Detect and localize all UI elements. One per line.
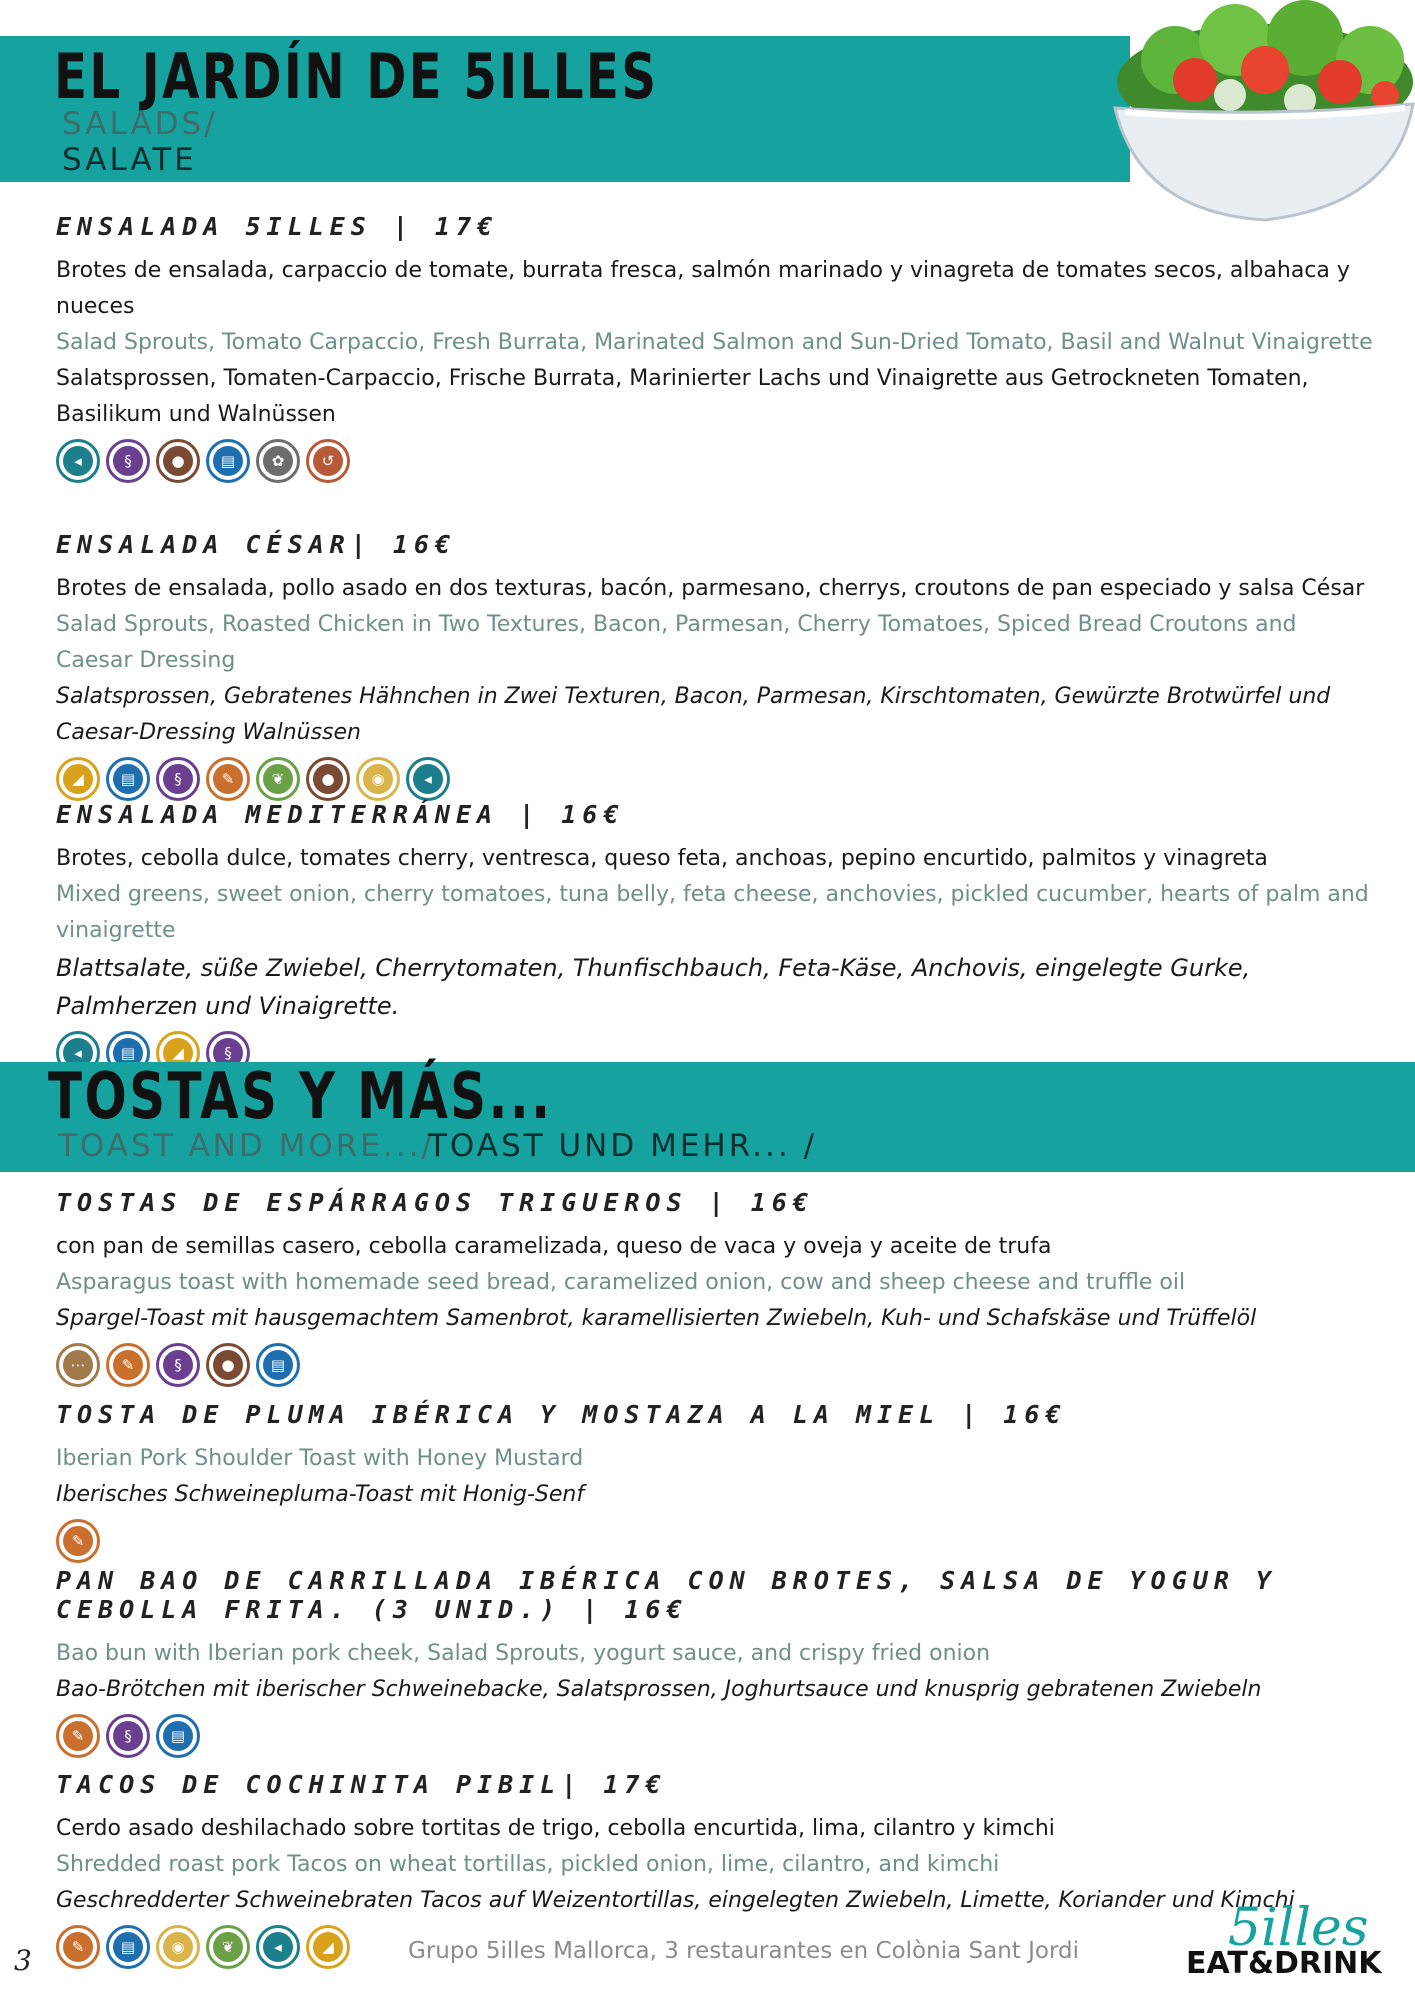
item-desc-en: Iberian Pork Shoulder Toast with Honey Mustard xyxy=(56,1446,584,1471)
fish-icon: ◂ xyxy=(256,1925,300,1969)
section-title-tostas: TOSTAS Y MÁS... xyxy=(48,1060,553,1134)
celery-icon: ✿ xyxy=(256,439,300,483)
item-name: ENSALADA CÉSAR| 16€ xyxy=(56,530,456,559)
milk-icon: ▤ xyxy=(256,1343,300,1387)
item-desc-en: Salad Sprouts, Tomato Carpaccio, Fresh Burrata, Marinated Salmon and Sun-Dried Tomato, Basil and Walnut Vinaigrette xyxy=(56,330,1373,355)
sulphite-icon: § xyxy=(206,1031,250,1075)
soy-icon: ❦ xyxy=(256,757,300,801)
item-desc-de: Spargel-Toast mit hausgemachtem Samenbrot, karamellisierten Zwiebeln, Kuh- und Schafskäse und Trüffelöl xyxy=(56,1306,1257,1331)
egg-icon: ◢ xyxy=(156,1031,200,1075)
sulphite-icon: § xyxy=(156,757,200,801)
section-subtitle-de: SALATE xyxy=(62,142,197,178)
fish-icon: ◂ xyxy=(406,757,450,801)
egg-yolk-icon: ◉ xyxy=(356,757,400,801)
footer-text: Grupo 5illes Mallorca, 3 restaurantes en Colònia Sant Jordi xyxy=(408,1938,1079,1964)
section-subtitle-en: TOAST AND MORE.../ xyxy=(58,1128,435,1164)
sulphite-icon: § xyxy=(156,1343,200,1387)
milk-icon: ▤ xyxy=(156,1714,200,1758)
gluten-icon: ✎ xyxy=(56,1925,100,1969)
section-title-salads: EL JARDÍN DE 5ILLES xyxy=(54,40,659,113)
nuts-icon: ● xyxy=(206,1343,250,1387)
milk-icon: ▤ xyxy=(106,1925,150,1969)
item-name: ENSALADA 5ILLES | 17€ xyxy=(56,212,499,241)
item-desc-en: Shredded roast pork Tacos on wheat tortillas, pickled onion, lime, cilantro, and kimchi xyxy=(56,1852,1000,1877)
nuts-icon: ● xyxy=(156,439,200,483)
item-desc-de: Bao-Brötchen mit iberischer Schweinebacke, Salatsprossen, Joghurtsauce und knusprig gebratenen Zwiebeln xyxy=(56,1677,1262,1702)
gluten-icon: ✎ xyxy=(56,1519,100,1563)
allergen-icons xyxy=(56,1343,1376,1387)
allergen-icons xyxy=(56,1519,1376,1563)
item-name: PAN BAO DE CARRILLADA IBÉRICA CON BROTES, SALSA DE YOGUR Y CEBOLLA FRITA. (3 UNID.) | 16€ xyxy=(56,1566,1277,1624)
item-name: TOSTA DE PLUMA IBÉRICA Y MOSTAZA A LA MIEL | 16€ xyxy=(56,1400,1067,1429)
item-name: ENSALADA MEDITERRÁNEA | 16€ xyxy=(56,800,625,829)
item-name: TACOS DE COCHINITA PIBIL| 17€ xyxy=(56,1770,667,1799)
fish-icon: ◂ xyxy=(56,1031,100,1075)
gluten-icon: ✎ xyxy=(106,1343,150,1387)
item-desc-en: Salad Sprouts, Roasted Chicken in Two Textures, Bacon, Parmesan, Cherry Tomatoes, Spiced Bread Croutons and Caesar Dressing xyxy=(56,612,1297,673)
item-desc-en: Bao bun with Iberian pork cheek, Salad Sprouts, yogurt sauce, and crispy fried onion xyxy=(56,1641,991,1666)
item-desc-en: Asparagus toast with homemade seed bread, caramelized onion, cow and sheep cheese and truffle oil xyxy=(56,1270,1186,1295)
egg-icon: ◢ xyxy=(56,757,100,801)
brand-logo-script: 5illes xyxy=(1228,1898,1369,1958)
allergen-icons xyxy=(56,439,1376,483)
gluten-icon: ✎ xyxy=(56,1714,100,1758)
milk-icon: ▤ xyxy=(106,1031,150,1075)
menu-item-ensalada-5illes xyxy=(56,212,1376,483)
section-subtitle-en: SALADS/ xyxy=(62,106,218,142)
milk-icon: ▤ xyxy=(106,757,150,801)
item-desc-de: Salatsprossen, Tomaten-Carpaccio, Frische Burrata, Marinierter Lachs und Vinaigrette aus Getrockneten Tomaten, Basilikum und Walnüssen xyxy=(56,366,1309,427)
item-desc-es: Brotes, cebolla dulce, tomates cherry, ventresca, queso feta, anchoas, pepino encurtido, palmitos y vinagreta xyxy=(56,846,1268,871)
egg-yolk-icon: ◉ xyxy=(156,1925,200,1969)
item-name: TOSTAS DE ESPÁRRAGOS TRIGUEROS | 16€ xyxy=(56,1188,814,1217)
item-desc-en: Mixed greens, sweet onion, cherry tomatoes, tuna belly, feta cheese, anchovies, pickled cucumber, hearts of palm and vinaigrette xyxy=(56,882,1369,943)
menu-item-ensalada-mediterranea xyxy=(56,800,1376,1075)
item-desc-es: Brotes de ensalada, pollo asado en dos texturas, bacón, parmesano, cherrys, croutons de pan especiado y salsa César xyxy=(56,576,1365,601)
menu-item-tostas-esparragos xyxy=(56,1188,1376,1387)
item-desc-es: con pan de semillas casero, cebolla caramelizada, queso de vaca y oveja y aceite de trufa xyxy=(56,1234,1052,1259)
salad-bowl-image xyxy=(1085,0,1415,235)
item-desc-de: Geschredderter Schweinebraten Tacos auf Weizentortillas, eingelegten Zwiebeln, Limette, Koriander und Kimchi xyxy=(56,1888,1295,1913)
item-desc-es: Cerdo asado deshilachado sobre tortitas de trigo, cebolla encurtida, lima, cilantro y kimchi xyxy=(56,1816,1055,1841)
item-desc-es: Brotes de ensalada, carpaccio de tomate, burrata fresca, salmón marinado y vinagreta de tomates secos, albahaca y nueces xyxy=(56,258,1350,319)
item-desc-de: Salatsprossen, Gebratenes Hähnchen in Zwei Texturen, Bacon, Parmesan, Kirschtomaten, Gewürzte Brotwürfel und Caesar-Dressing Walnüssen xyxy=(56,684,1331,745)
allergen-icons xyxy=(56,1714,1376,1758)
menu-item-tosta-pluma xyxy=(56,1400,1376,1563)
page-number: 3 xyxy=(14,1944,32,1977)
mustard-icon: ↺ xyxy=(306,439,350,483)
soy-icon: ❦ xyxy=(206,1925,250,1969)
section-subtitle-de: TOAST UND MEHR... / xyxy=(428,1128,818,1164)
brand-logo: EAT&DRINK xyxy=(1186,1946,1382,1981)
allergen-icons xyxy=(56,757,1376,801)
sulphite-icon: § xyxy=(106,439,150,483)
item-desc-de: Iberisches Schweinepluma-Toast mit Honig-Senf xyxy=(56,1482,585,1507)
sesame-icon: ⋯ xyxy=(56,1343,100,1387)
menu-item-ensalada-cesar xyxy=(56,530,1376,801)
gluten-icon: ✎ xyxy=(206,757,250,801)
item-desc-de: Blattsalate, süße Zwiebel, Cherrytomaten, Thunfischbauch, Feta-Käse, Anchovis, eingelegte Gurke, Palmherzen und Vinaigrette. xyxy=(56,954,1251,1020)
nuts-icon: ● xyxy=(306,757,350,801)
menu-item-pan-bao xyxy=(56,1566,1376,1758)
fish-icon: ◂ xyxy=(56,439,100,483)
sulphite-icon: § xyxy=(106,1714,150,1758)
milk-icon: ▤ xyxy=(206,439,250,483)
egg-icon: ◢ xyxy=(306,1925,350,1969)
